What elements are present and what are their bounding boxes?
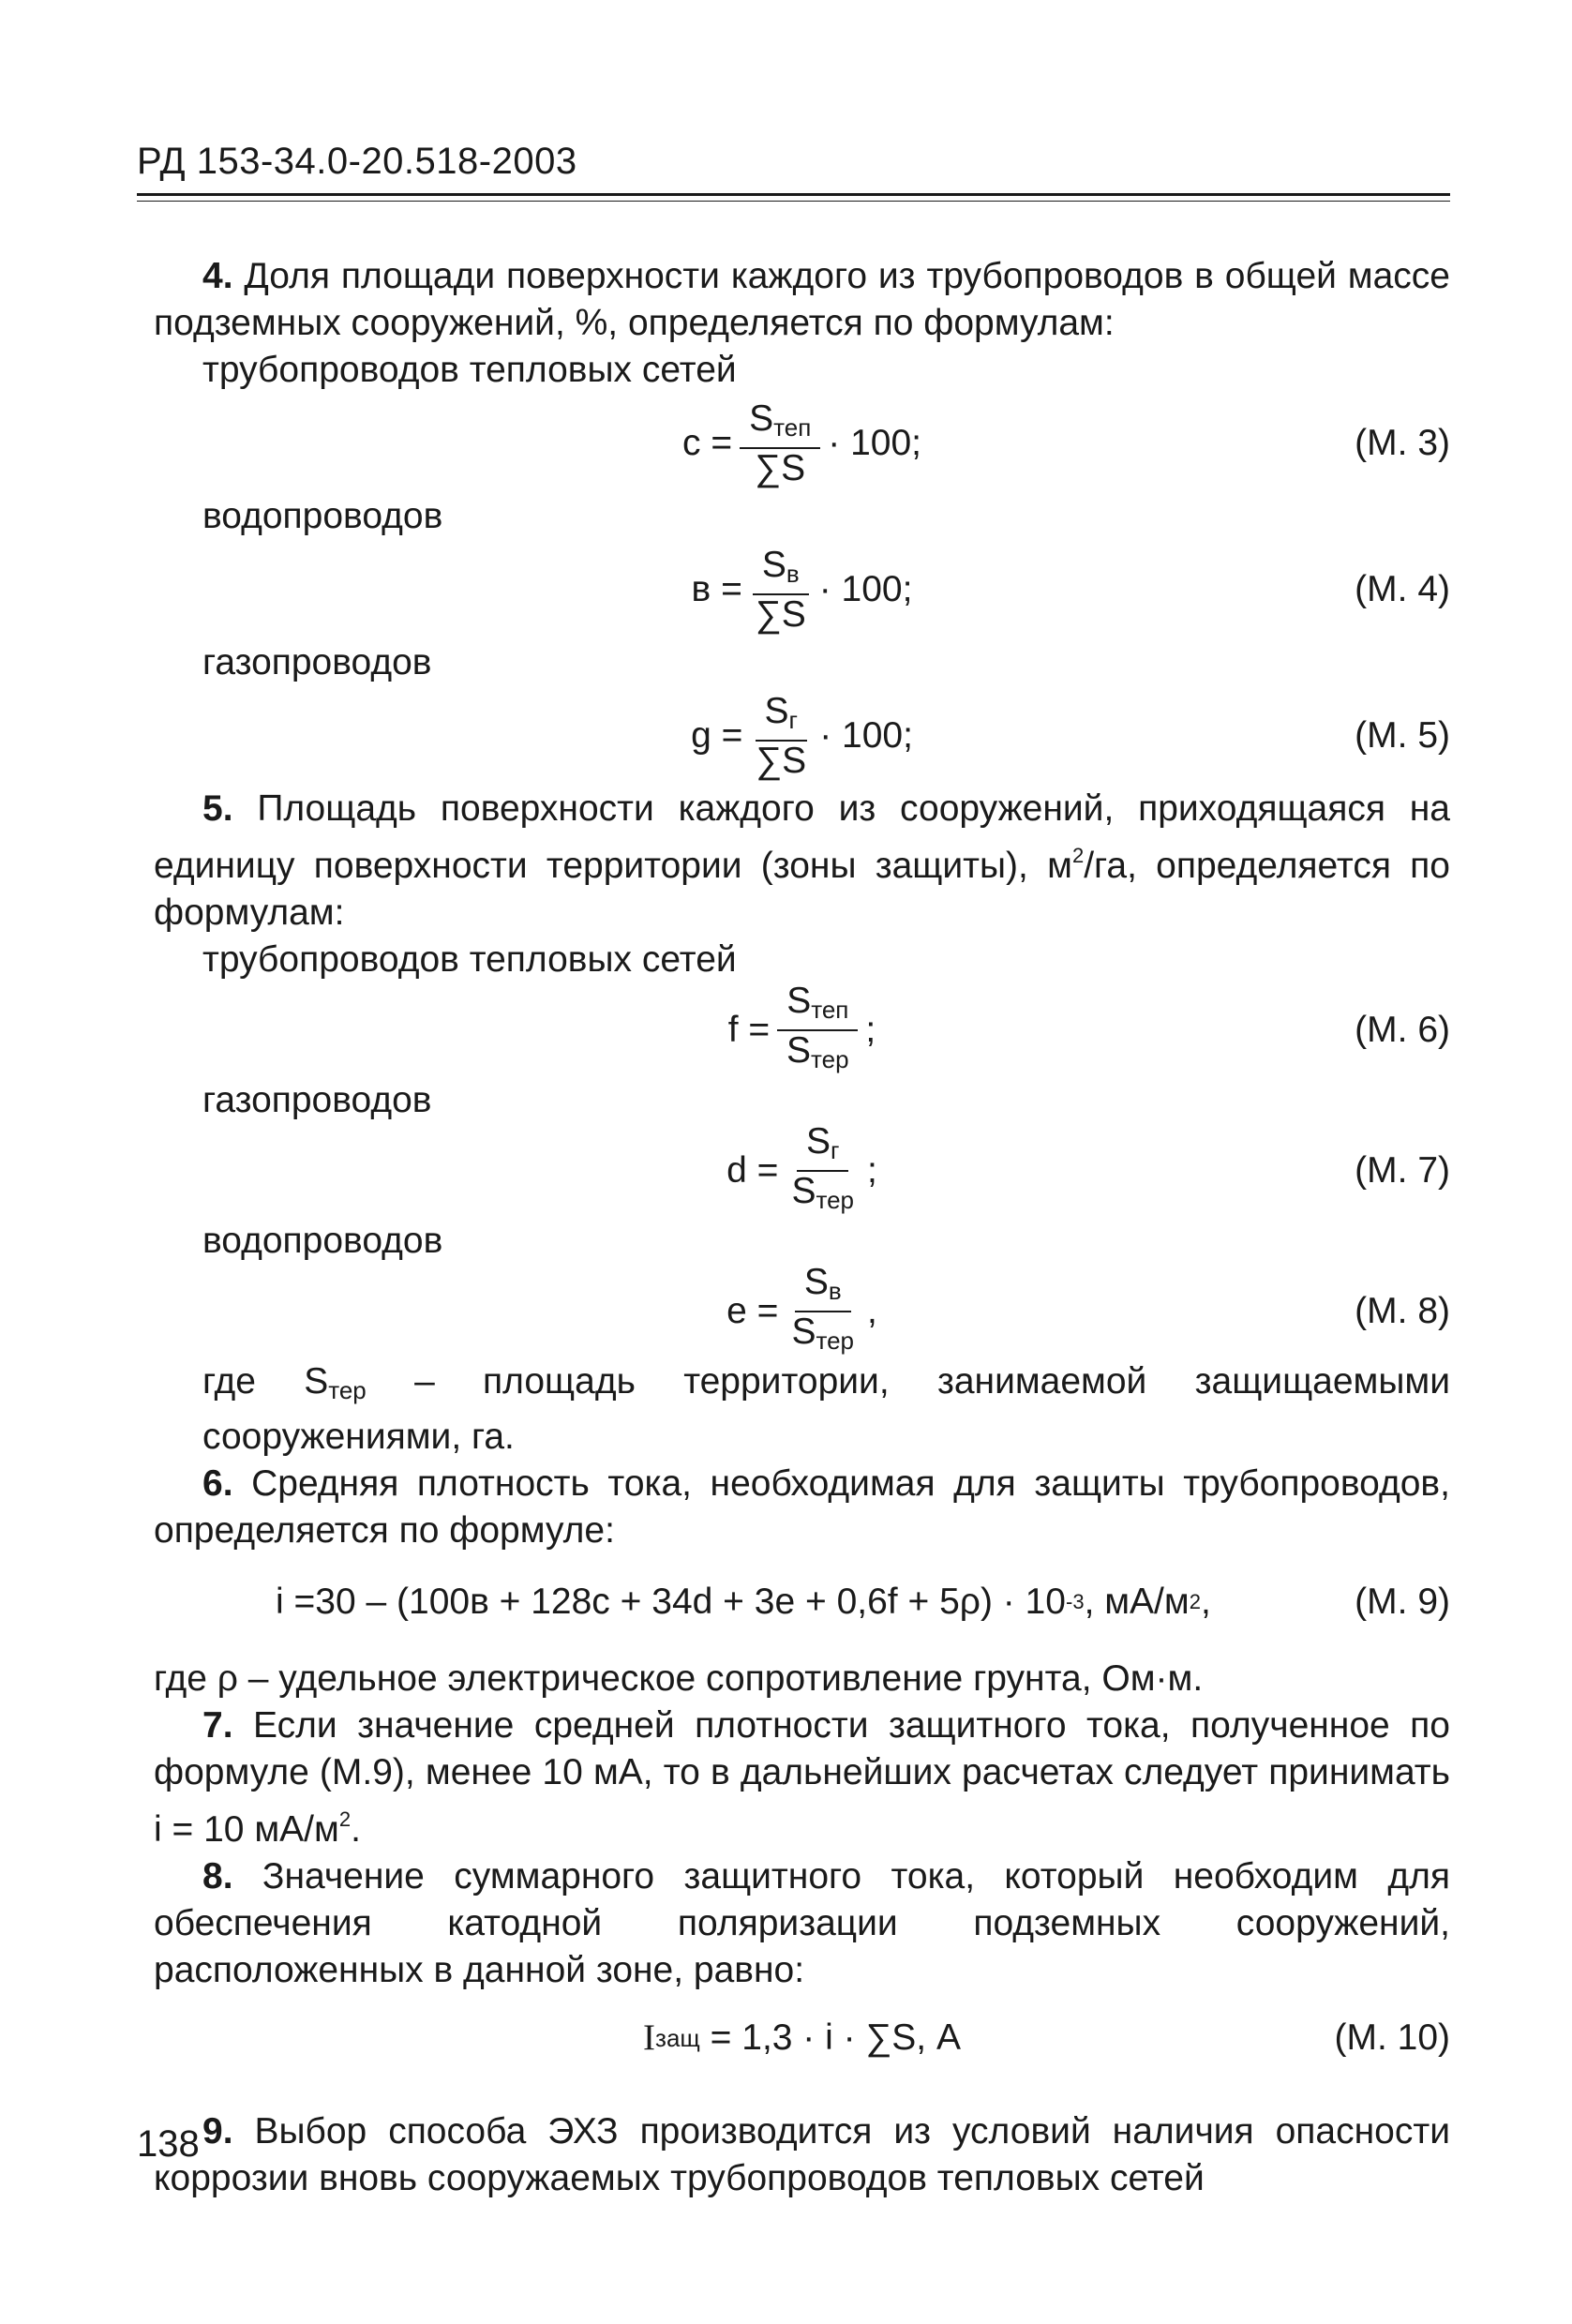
numerator-subscript: теп [811,996,849,1024]
formula-lhs: c = [681,423,733,463]
formula-label: (М. 7) [1355,1150,1450,1191]
formula-label: (М. 5) [1355,715,1450,756]
formula-rhs: = 1,3 · i · ∑S, А [699,2017,961,2058]
paragraph-number: 7. [202,1705,233,1746]
paragraph-number: 6. [202,1463,233,1504]
paragraph-text: Площадь поверхности каждого из сооружений, приходящаяся на единицу поверхности территории (зоны защиты), м [154,788,1450,886]
formula-label: (М. 3) [1355,423,1450,463]
page-body [154,253,1450,2202]
formula-lhs: I [643,2017,656,2058]
paragraph-number: 5. [202,788,233,829]
paragraph-6 [154,1461,1450,1554]
denominator: S [791,1312,816,1352]
formula-comma: , [1200,1582,1211,1622]
subheading-gas-pipes: газопроводов [202,642,432,682]
numerator: S [786,981,812,1021]
formula-lhs: e = [726,1291,779,1331]
paragraph-number: 4. [202,256,233,296]
paragraph-5 [154,786,1450,937]
where-clause: где ρ – удельное электрическое сопротивление грунта, Ом·м. [154,1658,1204,1699]
paragraph-number: 8. [202,1856,233,1897]
denominator: ∑S [755,447,806,488]
numerator-subscript: теп [773,412,812,442]
numerator-subscript: в [828,1277,842,1305]
paragraph-number: 9. [202,2111,233,2152]
where-text: где S [202,1361,329,1402]
formula-lhs: в = [691,569,742,609]
paragraph-4 [154,253,1450,347]
formula-m6 [154,981,1450,1075]
numerator: S [764,690,789,731]
formula-rhs: · 100; [819,715,913,756]
formula-rhs: , [867,1291,877,1331]
subheading-heat-networks: трубопроводов тепловых сетей [202,939,737,980]
formula-m4 [154,542,1450,637]
numerator-subscript: в [786,559,800,588]
formula-m7 [154,1121,1450,1216]
denominator: S [786,1030,812,1071]
denominator-subscript: тер [811,1045,849,1073]
denominator: ∑S [756,740,807,781]
formula-label: (М. 9) [1355,1582,1450,1622]
formula-m8 [154,1262,1450,1357]
where-subscript: тер [328,1376,367,1404]
numerator: S [761,544,786,585]
denominator-subscript: тер [816,1186,855,1214]
where-clause [154,1358,1450,1461]
subheading-heat-networks: трубопроводов тепловых сетей [202,350,737,390]
fraction [750,692,812,781]
formula-m9 [154,1569,1450,1635]
formula-rhs: · 100; [828,423,922,463]
paragraph-text-end: /га, определяется по формулам: [154,846,1450,933]
document-code-header: РД 153-34.0-20.518-2003 [137,141,577,182]
formula-body: i =30 – (100в + 128с + 34d + 3е + 0,6f + 5ρ) · 10 [276,1582,1066,1622]
formula-label: (М. 4) [1355,569,1450,609]
paragraph-text: Средняя плотность тока, необходимая для защиты трубопроводов, определяется по формуле: [154,1463,1450,1551]
fraction [786,1122,860,1220]
formula-rhs: · 100; [818,569,913,609]
paragraph-text: Если значение средней плотности защитного тока, полученное по формуле (М.9), менее 10 мА, то в дальнейших расчетах следует принимать i = 10 мА/м [154,1705,1450,1850]
formula-label: (М. 6) [1355,1010,1450,1050]
page-number: 138 [137,2123,200,2165]
numerator: S [749,397,774,439]
formula-lhs: g = [691,715,743,756]
formula-m5 [154,688,1450,784]
header-rule-thin [137,201,1450,202]
paragraph-text: Выбор способа ЭХЗ производится из условий наличия опасности коррозии вновь сооружаемых трубопроводов тепловых сетей [154,2111,1450,2198]
formula-rhs: ; [867,1150,877,1191]
fraction [750,546,812,635]
fraction [786,1263,860,1360]
fraction [777,982,858,1079]
denominator: ∑S [755,593,806,635]
where-text-end: – площадь территории, занимаемой защищаемыми сооружениями, га. [202,1361,1450,1457]
formula-lhs: f = [727,1010,771,1050]
fraction [740,399,820,488]
subheading-gas-pipes: газопроводов [202,1080,432,1120]
exponent: -3 [1066,1590,1085,1613]
paragraph-text-end: . [351,1809,361,1850]
paragraph-text: Доля площади поверхности каждого из трубопроводов в общей массе подземных сооружений, %, определяется по формулам: [154,256,1450,343]
formula-m3 [154,396,1450,491]
formula-label: (М. 8) [1355,1291,1450,1331]
denominator-subscript: тер [816,1327,855,1355]
lhs-subscript: защ [655,2024,700,2052]
paragraph-8 [154,1853,1450,1994]
formula-lhs: d = [726,1150,779,1191]
paragraph-9 [154,2108,1450,2202]
superscript: 2 [1071,844,1085,867]
subheading-water-pipes: водопроводов [202,496,443,536]
numerator: S [805,1121,831,1162]
formula-unit: , мА/м [1084,1582,1190,1622]
denominator: S [791,1171,816,1211]
numerator-subscript: г [788,705,799,734]
formula-label: (М. 10) [1334,2017,1450,2058]
numerator-subscript: г [831,1136,840,1164]
numerator: S [803,1262,829,1302]
unit-exponent: 2 [1189,1590,1201,1613]
paragraph-text: Значение суммарного защитного тока, который необходим для обеспечения катодной поляризации подземных сооружений, расположенных в данной зоне, равно: [154,1856,1450,1990]
superscript: 2 [338,1807,352,1831]
formula-m10 [154,2005,1450,2071]
paragraph-7 [154,1702,1450,1853]
header-rule [137,193,1450,196]
subheading-water-pipes: водопроводов [202,1221,443,1261]
formula-rhs: ; [865,1010,876,1050]
